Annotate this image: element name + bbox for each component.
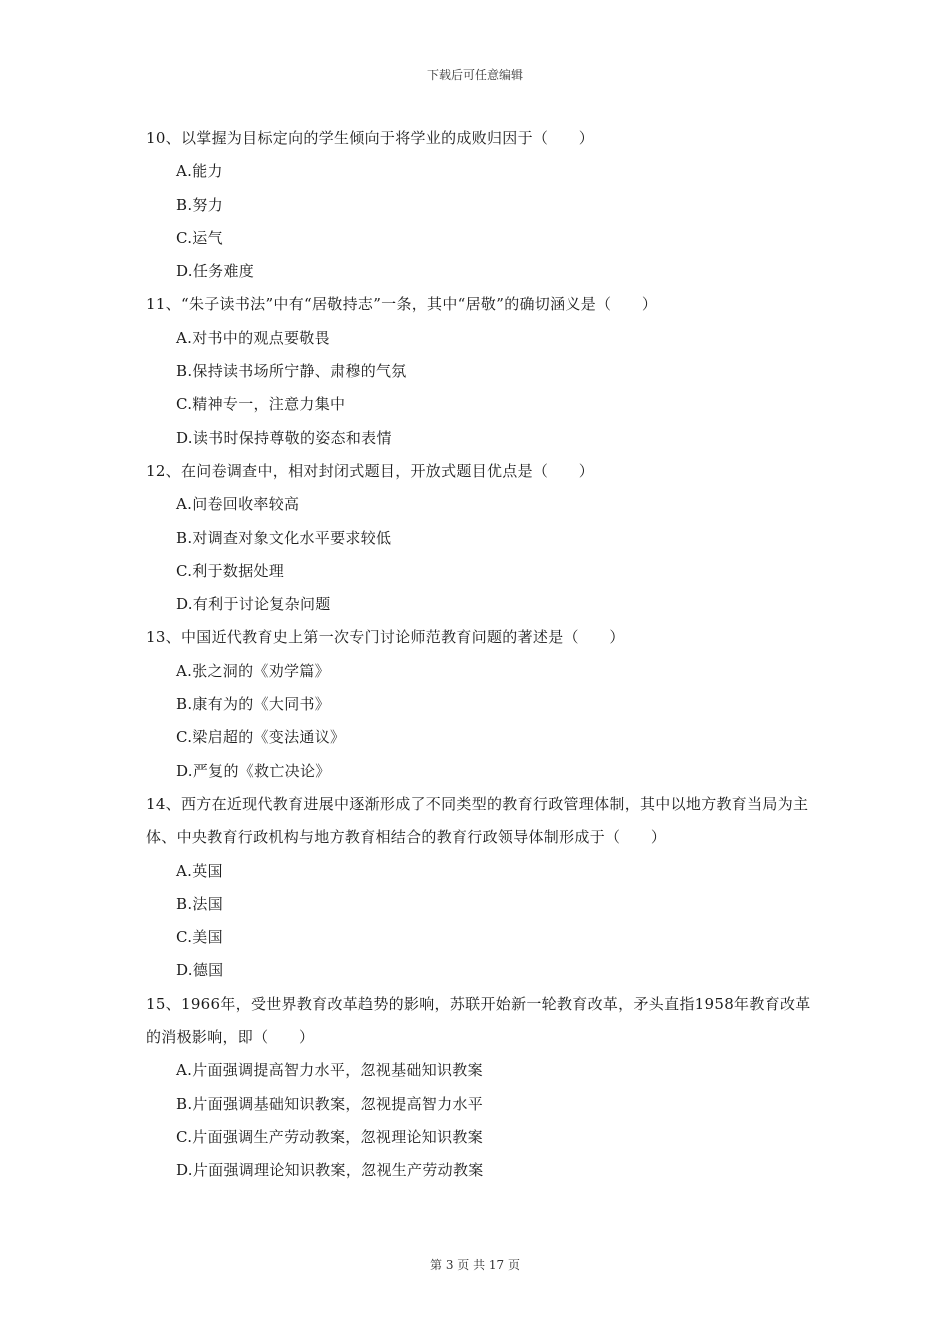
question-stem: 10、以掌握为目标定向的学生倾向于将学业的成败归因于（ ） — [146, 129, 595, 147]
option-d: D.任务难度 — [176, 262, 255, 281]
option-d: D.片面强调理论知识教案，忽视生产劳动教案 — [176, 1161, 484, 1180]
question-stem: 14、西方在近现代教育进展中逐渐形成了不同类型的教育行政管理体制，其中以地方教育当局为主体、中央教育行政机构与地方教育相结合的教育行政领导体制形成于（ ） — [146, 794, 809, 847]
option-c: C.片面强调生产劳动教案，忽视理论知识教案 — [176, 1127, 484, 1146]
option-c: C.利于数据处理 — [176, 561, 285, 580]
option-c: C.梁启超的《变法通议》 — [176, 728, 346, 747]
option-b: B.努力 — [176, 195, 223, 214]
question-15 — [146, 988, 816, 1188]
option-d: D.有利于讨论复杂问题 — [176, 595, 331, 614]
option-a: A.能力 — [176, 162, 223, 181]
option-b: B.片面强调基础知识教案，忽视提高智力水平 — [176, 1094, 484, 1113]
option-a: A.片面强调提高智力水平，忽视基础知识教案 — [176, 1061, 483, 1080]
option-b: B.康有为的《大同书》 — [176, 695, 331, 714]
question-10 — [146, 122, 816, 288]
question-14 — [146, 788, 816, 988]
page-header: 下载后可任意编辑 — [426, 68, 523, 82]
option-b: B.法国 — [176, 894, 223, 913]
question-stem: 13、中国近代教育史上第一次专门讨论师范教育问题的著述是（ ） — [146, 628, 625, 647]
option-c: C.运气 — [176, 228, 223, 247]
option-a: A.问卷回收率较高 — [176, 495, 300, 514]
option-a: A.对书中的观点要敬畏 — [176, 328, 330, 347]
question-13 — [146, 621, 816, 787]
question-11 — [146, 288, 816, 454]
option-d: D.读书时保持尊敬的姿态和表情 — [176, 428, 392, 447]
option-a: A.张之洞的《劝学篇》 — [176, 661, 330, 680]
question-stem: 15、1966年，受世界教育改革趋势的影响，苏联开始新一轮教育改革，矛头直指1958年教育改革的消极影响，即（ ） — [146, 994, 811, 1047]
option-a: A.英国 — [176, 861, 223, 880]
option-b: B.保持读书场所宁静、肃穆的气氛 — [176, 362, 407, 381]
page-footer: 第 3 页 共 17 页 — [430, 1258, 520, 1272]
question-stem: 12、在问卷调查中，相对封闭式题目，开放式题目优点是（ ） — [146, 461, 595, 480]
question-stem: 11、“朱子读书法”中有“居敬持志”一条，其中“居敬”的确切涵义是（ ） — [146, 295, 658, 314]
question-list — [146, 122, 816, 1188]
option-c: C.美国 — [176, 928, 223, 947]
option-d: D.德国 — [176, 961, 224, 980]
option-c: C.精神专一，注意力集中 — [176, 395, 346, 414]
option-b: B.对调查对象文化水平要求较低 — [176, 528, 392, 547]
option-d: D.严复的《救亡决论》 — [176, 761, 331, 780]
question-12 — [146, 455, 816, 621]
